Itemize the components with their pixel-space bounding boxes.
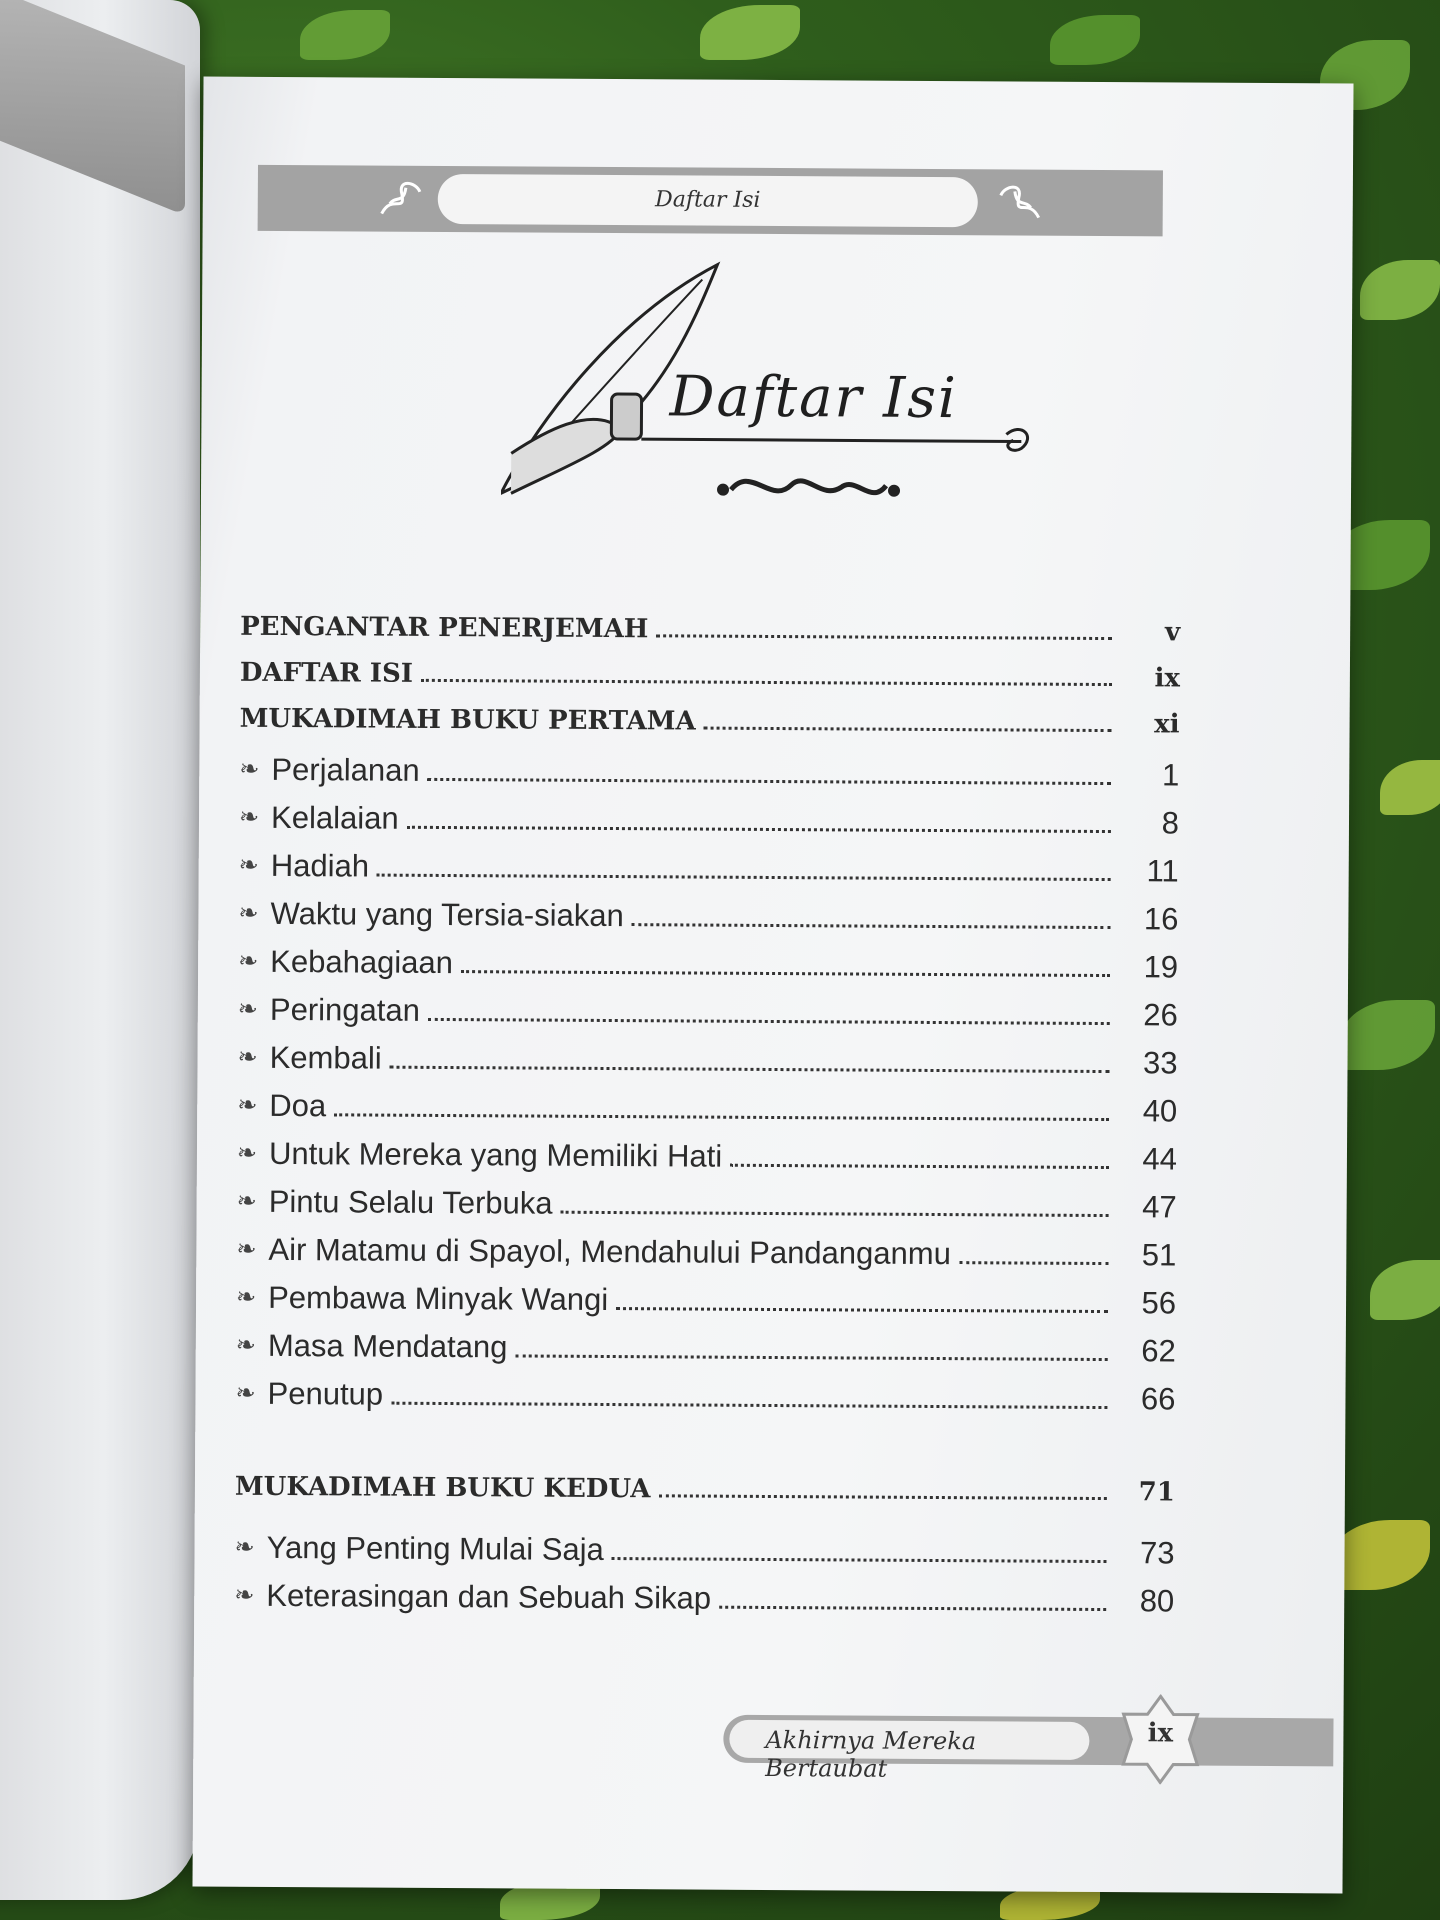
toc-entry-row: ❧ Waktu yang Tersia-siakan 16 <box>238 895 1179 937</box>
toc-entry-row: ❧ Untuk Mereka yang Memiliki Hati 44 <box>236 1135 1178 1177</box>
ornament-icon <box>376 174 428 224</box>
footer-pill <box>729 1720 1089 1783</box>
flourish-bullet-icon: ❧ <box>236 1282 257 1311</box>
flourish-bullet-icon: ❧ <box>234 1532 255 1561</box>
toc-entry-row: ❧ Masa Mendatang 62 <box>235 1327 1176 1369</box>
flourish-bullet-icon: ❧ <box>237 1042 258 1071</box>
table-of-contents <box>234 611 1181 1619</box>
toc-section-row: PENGANTAR PENERJEMAH v <box>240 611 1181 648</box>
flourish-bullet-icon: ❧ <box>234 1580 255 1609</box>
flourish-bullet-icon: ❧ <box>235 1378 256 1407</box>
flourish-bullet-icon: ❧ <box>236 1234 257 1263</box>
toc-entry-row: ❧ Pintu Selalu Terbuka 47 <box>236 1183 1177 1225</box>
toc-entry-row: ❧ Penutup 66 <box>235 1375 1176 1417</box>
toc-entry-row: ❧ Doa 40 <box>237 1087 1178 1129</box>
flourish-bullet-icon: ❧ <box>239 754 260 783</box>
page-number: ix <box>1147 1718 1174 1749</box>
flourish-bullet-icon: ❧ <box>236 1138 258 1167</box>
footer-band <box>723 1715 1333 1783</box>
toc-section-row: MUKADIMAH BUKU PERTAMA xi <box>239 703 1180 740</box>
left-page-header-tab <box>0 0 185 215</box>
header-pill <box>438 174 978 227</box>
header-title: Daftar Isi <box>655 187 761 213</box>
flourish-bullet-icon: ❧ <box>238 802 260 831</box>
toc-entry-row: ❧ Pembawa Minyak Wangi 56 <box>236 1279 1177 1321</box>
toc-section-row: DAFTAR ISI ix <box>239 657 1180 694</box>
flourish-bullet-icon: ❧ <box>237 1090 258 1119</box>
toc-section-row: MUKADIMAH BUKU KEDUA 71 <box>234 1471 1175 1508</box>
toc-entry-row: ❧ Kembali 33 <box>237 1039 1178 1081</box>
toc-entry-row: ❧ Air Matamu di Spayol, Mendahului Pandanganmu 51 <box>236 1231 1177 1273</box>
toc-entry-row: ❧ Keterasingan dan Sebuah Sikap 80 <box>234 1577 1175 1619</box>
flourish-bullet-icon: ❧ <box>238 898 259 927</box>
ornament-icon <box>993 177 1045 227</box>
toc-entry-row: ❧ Kebahagiaan 19 <box>238 943 1179 985</box>
toc-entry-row: ❧ Hadiah 11 <box>238 847 1179 889</box>
toc-entry-row: ❧ Perjalanan 1 <box>239 751 1180 793</box>
flourish-bullet-icon: ❧ <box>237 994 259 1023</box>
flourish-bullet-icon: ❧ <box>238 946 259 975</box>
toc-entry-row: ❧ Yang Penting Mulai Saja 73 <box>234 1529 1175 1571</box>
toc-entry-row: ❧ Kelalaian 8 <box>238 799 1180 841</box>
toc-entry-row: ❧ Peringatan 26 <box>237 991 1178 1033</box>
flourish-bullet-icon: ❧ <box>236 1186 257 1215</box>
book-page <box>192 77 1353 1894</box>
page-heading: Daftar Isi <box>669 364 959 432</box>
flourish-bullet-icon: ❧ <box>235 1330 256 1359</box>
header-band <box>258 165 1163 237</box>
left-page <box>0 0 200 1900</box>
flourish-bullet-icon: ❧ <box>238 850 259 879</box>
footer-book-title: Akhirnya Mereka Bertaubat <box>765 1725 977 1783</box>
